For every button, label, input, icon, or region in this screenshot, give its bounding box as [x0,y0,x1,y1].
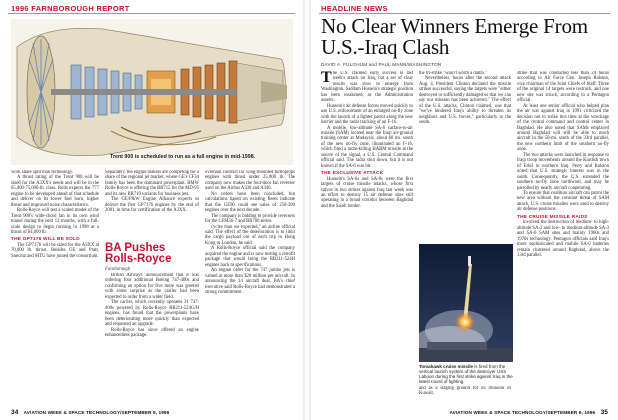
page-footer [11,409,169,416]
page-footer [450,409,609,416]
missile-launch-graphic [419,244,513,362]
right-column-2b [419,386,511,406]
left-column-2b [105,273,199,406]
paragraph: The company is bidding to provide reversers for the CFM56-7 and BR700 series. [205,213,295,225]
left-page [0,0,303,420]
paragraph: he U.S. claimed early success in last week's attack on Iraq, but a set of clear results was slow to emerge from Washington. Saddam Hussein's strategic position has been weakened, as the Administration asserts. [321,71,413,104]
left-column-1 [11,170,99,406]
byline: DAVID A. FULGHUM and PAUL MANN/WASHINGTON [321,62,442,67]
subhead: THE CRUISE MISSILE RAIDS [517,214,588,220]
spread-gutter [303,0,311,420]
paragraph: involved the destruction of medium- to high-altitude SA-2 and low- to medium-altitude SA-3 and SA-6 SAM sites and mainly 1960s and 1970s technology. Pentagon officials said Iraq's more sophisticated and mobile SA-6 batteries remain clustered around Baghdad, above the 33rd parallel. [517,220,609,258]
header-rule [8,13,295,14]
engine-illustration [11,19,293,165]
paragraph: A thrust rating of the Trent 900 will be sized for the A3XX's needs and will be in the 65,000-75,000-lb. class. Rolls expects the 777 engine to be developed ahead of that schedule and deliver on its lower fuel burn, higher thrust and improved noise characteristics. [11,175,99,208]
paragraph: British Airways' announcement that it was ordering four additional Boeing 747-400s and confirming an option for five more was greeted with some surprise as the carrier had been expected to order from a wider field. [105,273,199,300]
paragraph: Rolls-Royce has since offered an engine enhancement package. [105,327,199,338]
right-column-1 [321,71,413,405]
paragraph: work share split than technology. [11,170,74,175]
left-column-2 [105,170,199,240]
paragraph: Separately, the engine makers are competing for a share of the regional jet market, where GE's CF34 family has been the dominant powerplant. BMW Rolls-Royce is offering the BR715 for the MD-95 and its new BR710 variants for business jets. [105,170,199,197]
paragraph: The carrier, which currently operates 31 747-400s powered by Rolls-Royce RB211-524G/H engines, has found that the powerplants have been deteriorating more quickly than expected and requested an upgrade. [105,300,199,328]
headline: No Clear Winners Emerge From U.S.-Iraq Clash [321,14,588,59]
right-column-2 [419,71,511,241]
paragraph: Hussein's SA-6s and SA-8s were the first targets of cruise missile attacks, whose first salvos in two strikes against Iraq last week was an effort to destroy 15 air defense sites still operating in a broad corridor between Baghdad and the Saudi border. [321,176,413,209]
subhead: THE EXCLUSIVE ATTACK [321,171,384,177]
paragraph: To ensure that coalition aircraft can patrol the new area without the constant threat of SAM attack, U.S. cruise missiles were used to destroy air defense positions. [517,190,609,213]
photo-caption-lead: Tomahawk cruise missile [419,364,473,369]
missile-launch-photo [419,244,513,362]
paragraph: The GE/P&W Engine Alliance expects to deliver the first GP7176 engines by the end of 2001, in time for certification of the A3XX. [105,197,199,214]
paragraph: At least one senior official who helped plan the air war against Iraq in 1991 criticized the decision not to strike this time at the wreckage of the central command and control center in Baghdad. He also noted that SAMs emplaced around Baghdad will still be able to reach aircraft in the 50-mi. south of the 33rd parallel, the new northern limit of the southern no-fly zone. [517,103,609,153]
paragraph: Rolls-Royce will test a scaled model of the Trent 900's wide-chord fan in its own wind tunnel during the next 12 months, with a full-scale design to begin running in 1998 at a thrust of 84,000 lb. [11,208,99,235]
paragraph: A Rolls-Royce official said the company acquired the engine and is now testing a retrofit package that would bring the RB211-524H engines back to specifications. [205,246,295,268]
footer-publication: AVIATION WEEK & SPACE TECHNOLOGY/SEPTEMBER 9, 1996 [23,410,170,415]
paragraph: cycles than we expected," an airline official said. The effect of the deterioration is to limit the cargo payload out of each trip to Hong Kong or London, he said. [205,224,295,246]
paragraph: No orders have been concluded, but calculations based on existing fleets indicate that the GE90 could see sales of 250-300 engines over the next decade. [205,191,295,214]
article-headline: BA Pushes Rolls-Royce [105,242,172,265]
paragraph: overhaul contract for wing-mounted turboprops engines with thrust under 25,000 lb. The company now makes the four-door fan reverser used on the Airbus A330 and A340. [205,170,295,192]
paragraph: strike that was conducted less than 24 hours according to Air Force Gen. Joseph Ralston, vice chairman of the Joint Chiefs of Staff. Three of the original 14 targets were restruck, and one new site was struck, according to a Pentagon official. [517,71,609,104]
photo-caption-text: is fired from the vertical launch system of the destroyer USS Laboon during the first strike against Iraq in the latest round of fighting. [419,364,513,384]
left-column-3 [205,170,295,406]
drop-cap: T [321,71,332,86]
right-column-3 [517,71,609,405]
paragraph: The two attacks were launched in response to Iraqi troop movements around the Kurdish town of Erbil in northern Iraq. Perry and Ralston noted that U.S. strategic interest was in the south. Consequently, the U.S. extended the southern no-fly zone northward, and may be patrolled by nearly aircraft cooperating. [517,152,609,191]
paragraph: Nevertheless, hours after the second attack Aug. 4, President Clinton declared the missile strikes successful, saying the targets were "either destroyed or sufficiently damaged so that we can say our mission has been achieved." The effect of the U.S. attacks, Clinton claimed, was that "we've hindered Iraq's ability to threaten its neighbors and U.S. forces," particularly in the south. [419,76,511,126]
paragraph: The GP7176 will be sized for the A3XX at 70,000 lb. thrust. Besides GE and Pratt, Snecma and MTU have joined the consortium. [11,242,99,259]
paragraph: A mobile, low-altitude SA-6 surface-to-air missile (SAM) located near the Iraqi air-ground training center at Mudaysis, about 60 mi. south of the new no-fly zone, illuminated an F-16, which fired a radar-killing HARM missile at the source of the signal, a U.S. Central Command official said. The radar shut down, but it is not known if the SA-6 was hit. [321,125,413,169]
subhead: THE GP7176 WILL BE SOLD [11,237,80,243]
paragraph: Hussein's air defense forces moved quickly to use U.S. enforcement of an enlarged no-fly zone with the launch of a fighter patrol along the new barrier and the radar tracking of an F-16. [321,103,413,126]
page-number: 35 [600,409,608,416]
paragraph: An engine order for the 747 jumbo jets is valued at more than $20 million per aircraft. In announcing the 14 aircraft deal, BA's chief executive said Rolls-Royce had demonstrated a strong commitment. [205,268,295,295]
dateline: Farnborough [105,267,131,272]
paragraph: the tri-strike "wasn't worth a damn." [419,71,487,76]
page-number: 34 [11,409,19,416]
section-label: HEADLINE NEWS [321,4,388,13]
paragraph: and as a staging ground for its invasion of Kuwait. [419,386,511,397]
photo-caption [419,364,513,384]
engine-cutaway-graphic [11,19,293,165]
section-label: 1996 FARNBOROUGH REPORT [11,4,130,13]
footer-publication: AVIATION WEEK & SPACE TECHNOLOGY/SEPTEMBER 9, 1996 [449,410,596,415]
figure-caption: Trent 900 is scheduled to run as a full engine in mid-1998. [110,154,256,160]
right-page [311,0,618,420]
